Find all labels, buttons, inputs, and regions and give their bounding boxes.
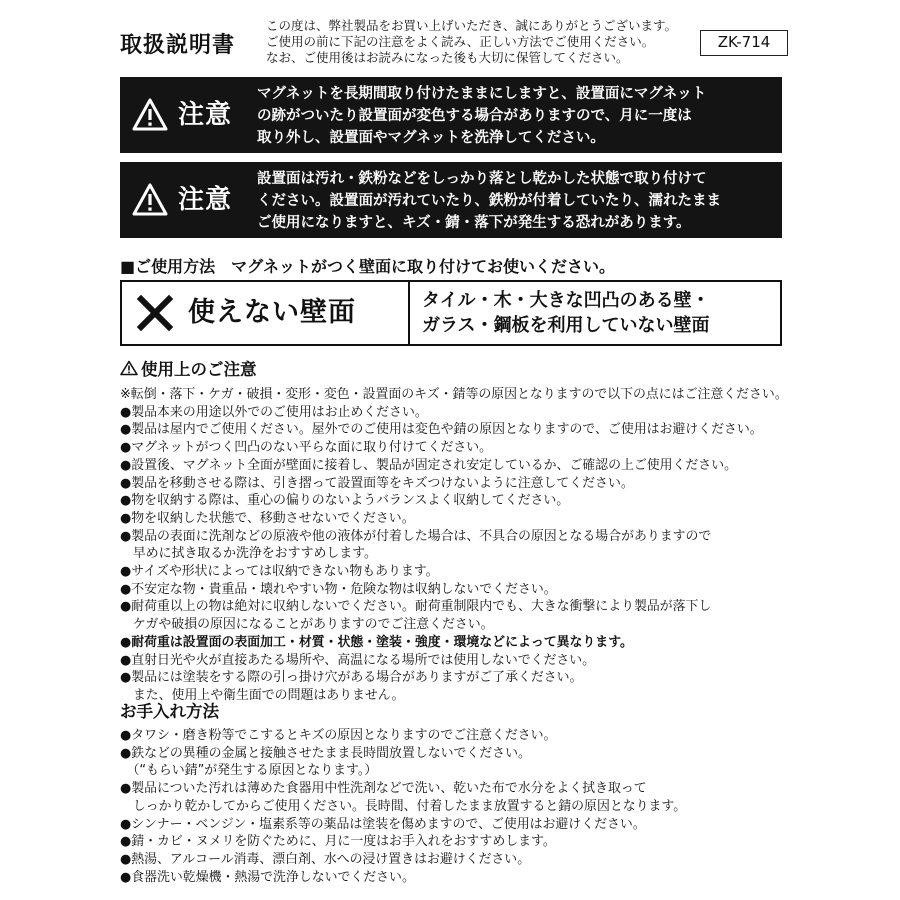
caution-line: ください。設置面が汚れていたり、鉄粉が付着していたり、濡れたまま xyxy=(257,193,721,209)
model-number: ZK-714 xyxy=(700,30,788,56)
list-item: ※転倒・落下・ケガ・破損・変形・変色・設置面のキズ・錆等の原因となりますので以下の点にはご注意ください。 xyxy=(120,387,788,402)
list-item: また、使用上や衛生面での問題はありません。 xyxy=(120,687,405,703)
list-item: （“もらい錆”が発生する原因となります。） xyxy=(120,763,378,779)
caution-box-surface xyxy=(120,162,782,238)
list-item: ●耐荷重は設置面の表面加工・材質・状態・塗装・強度・環境などによって異なります。 xyxy=(120,634,633,650)
list-item: ●製品には塗装をする際の引っ掛け穴がある場合がありますがご了承ください。 xyxy=(120,670,583,686)
caution-text xyxy=(257,168,777,234)
caution-box-magnet xyxy=(120,77,782,153)
list-item: ●鉄などの異種の金属と接触させたまま長時間放置しないでください。 xyxy=(120,745,531,761)
list-item: ●シンナー・ベンジン・塩素系等の薬品は塗装を傷めますので、ご使用はお避けください。 xyxy=(120,816,646,832)
list-item: ●設置後、マグネット全面が壁面に接着し、製品が固定され安定しているか、ご確認の上ご使用ください。 xyxy=(120,457,737,473)
list-item: ●製品は屋内でご使用ください。屋外でのご使用は変色や錆の原因となりますので、ご使用はお避けください。 xyxy=(120,422,763,438)
usage-heading: ■ご使用方法 マグネットがつく壁面に取り付けてお使いください。 xyxy=(120,257,615,276)
cross-icon xyxy=(136,294,174,332)
unusable-wall-box xyxy=(120,280,782,346)
list-item: ●製品を移動させる際は、引き摺って設置面等をキズつけないように注意してください。 xyxy=(120,475,634,491)
warning-triangle-icon xyxy=(132,97,168,133)
list-item: ●熱湯、アルコール消毒、漂白剤、水への浸け置きはお避けください。 xyxy=(120,851,531,867)
caution-line: ご使用になりますと、キズ・錆・落下が発生する恐れがあります。 xyxy=(257,215,691,231)
intro-line: なお、ご使用後はお読みになった後も大切に保管してください。 xyxy=(266,50,629,65)
care-title: お手入れ方法 xyxy=(120,702,219,721)
document-header xyxy=(120,18,780,68)
precautions-heading xyxy=(120,356,257,380)
precautions-title: 使用上のご注意 xyxy=(141,360,257,379)
unusable-wall-description xyxy=(422,288,774,338)
document-title: 取扱説明書 xyxy=(120,33,236,58)
list-item: ●物を収納した状態で、移動させないでください。 xyxy=(120,510,415,526)
list-item: ●サイズや形状によっては収納できない物もあります。 xyxy=(120,564,439,580)
list-item: ●錆・カビ・ヌメリを防ぐために、月に一度はお手入れをおすすめします。 xyxy=(120,834,556,850)
caution-text xyxy=(257,83,777,149)
list-item: ●製品本来の用途以外でのご使用はお止めください。 xyxy=(120,404,428,420)
caution-label: 注意 xyxy=(178,100,233,130)
list-item: ●耐荷重以上の物は絶対に収納しないでください。耐荷重制限内でも、大きな衝撃により製品が落下し xyxy=(120,599,712,615)
list-item: 早めに拭き取るか洗浄をおすすめします。 xyxy=(120,546,377,562)
list-item: ●食器洗い乾燥機・熱湯で洗浄しないでください。 xyxy=(120,869,415,885)
warning-triangle-icon xyxy=(120,360,138,376)
care-heading xyxy=(120,698,219,722)
unusable-wall-line: タイル・木・大きな凹凸のある壁・ xyxy=(422,290,710,311)
list-item: ●直射日光や火が直接あたる場所や、高温になる場所では使用しないでください。 xyxy=(120,652,596,668)
list-item: しっかり乾かしてからご使用ください。長時間、付着したまま放置すると錆の原因となります。 xyxy=(120,798,687,814)
caution-line: マグネットを長期間取り付けたままにしますと、設置面にマグネット xyxy=(257,86,707,102)
list-item: ケガや破損の原因になることがありますのでご注意ください。 xyxy=(120,617,494,633)
precautions-list xyxy=(120,386,800,705)
list-item: ●製品についた汚れは薄めた食器用中性洗剤などで洗い、乾いた布で水分をよく拭き取って xyxy=(120,781,647,797)
list-item: ●タワシ・磨き粉等でこするとキズの原因となりますのでご注意ください。 xyxy=(120,728,557,743)
caution-line: 設置面は汚れ・鉄粉などをしっかり落とし乾かした状態で取り付けて xyxy=(257,171,707,187)
unusable-wall-label: 使えない壁面 xyxy=(188,297,356,328)
caution-line: 取り外し、設置面やマグネットを洗浄してください。 xyxy=(257,130,605,146)
caution-line: の跡がついたり設置面が変色する場合がありますので、月に一度は xyxy=(257,108,692,124)
list-item: ●物を収納する際は、重心の偏りのないようバランスよく収納してください。 xyxy=(120,493,570,509)
caution-label: 注意 xyxy=(178,185,233,215)
intro-line: この度は、弊社製品をお買い上げいただき、誠にありがとうございます。 xyxy=(266,18,678,33)
list-item: ●マグネットがつく凹凸のない平らな面に取り付けてください。 xyxy=(120,440,493,456)
warning-triangle-icon xyxy=(132,182,168,218)
unusable-wall-line: ガラス・鋼板を利用していない壁面 xyxy=(422,315,710,336)
care-list xyxy=(120,727,800,886)
list-item: ●製品の表面に洗剤などの原液や他の液体が付着した場合は、不具合の原因となる場合がありますので xyxy=(120,528,712,544)
list-item: ●不安定な物・貴重品・壊れやすい物・危険な物は収納しないでください。 xyxy=(120,581,557,597)
intro-text xyxy=(266,18,677,66)
intro-line: ご使用の前に下記の注意をよく読み、正しい方法でご使用ください。 xyxy=(266,34,655,49)
divider xyxy=(408,282,410,344)
